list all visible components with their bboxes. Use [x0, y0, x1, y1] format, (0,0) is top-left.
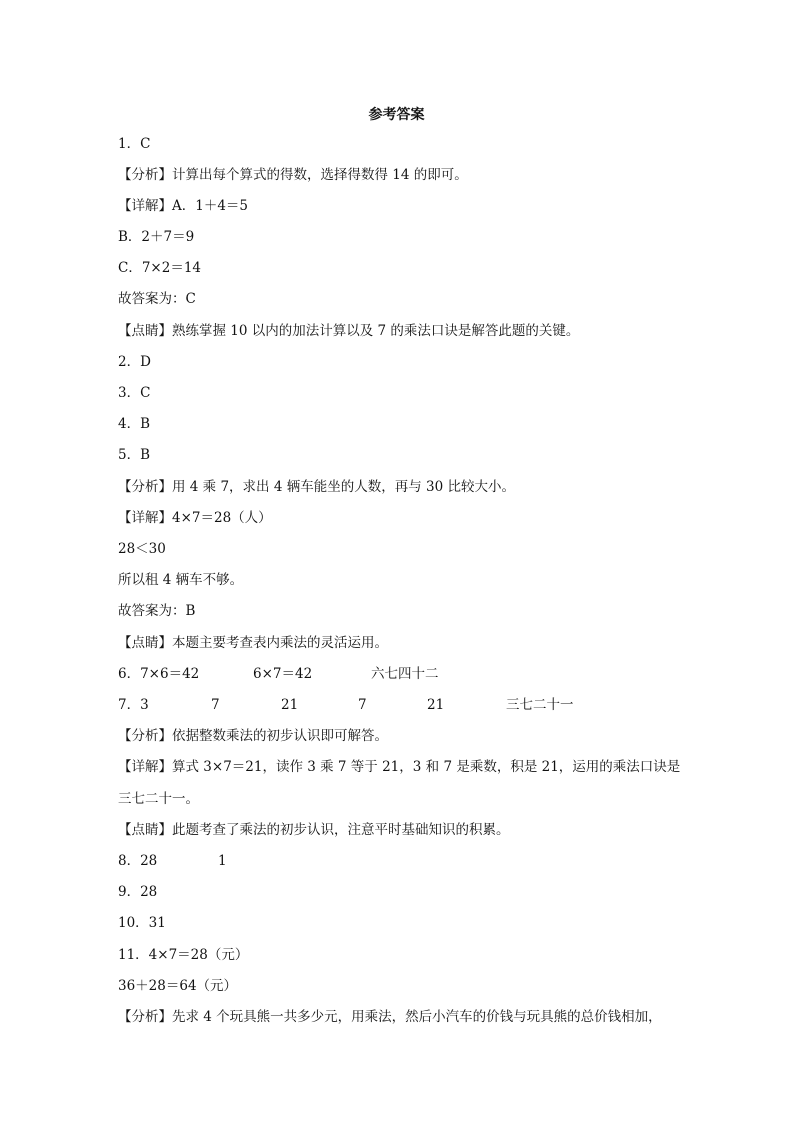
- detail-line: 【详解】4×7＝28（人）: [118, 510, 272, 526]
- answer-line: 3．C: [118, 385, 151, 401]
- answer-line: 11．4×7＝28（元）: [118, 947, 249, 963]
- answer-line: 1．C: [118, 136, 151, 152]
- answer-line: 2．D: [118, 354, 151, 370]
- detail-line: 【详解】A．1＋4＝5: [118, 198, 249, 214]
- answer-line: 36＋28＝64（元）: [118, 978, 238, 994]
- answer-line: 9．28: [118, 884, 158, 900]
- answer-cell: 21: [281, 697, 299, 713]
- answer-cell: 6．7×6＝42: [118, 666, 200, 682]
- comment-line: 【点睛】此题考查了乘法的初步认识，注意平时基础知识的积累。: [118, 822, 510, 838]
- answer-line: 所以租 4 辆车不够。: [118, 572, 244, 588]
- answer-cell: 7．3: [118, 697, 149, 713]
- answer-cell: 6×7＝42: [253, 666, 313, 682]
- answer-cell: 1: [218, 853, 227, 869]
- analysis-line: 【分析】先求 4 个玩具熊一共多少元，用乘法，然后小汽车的价钱与玩具熊的总价钱相加，: [118, 1009, 662, 1025]
- answer-line: 28＜30: [118, 541, 166, 557]
- analysis-line: 【分析】依据整数乘法的初步认识即可解答。: [118, 728, 388, 744]
- answer-line: 5．B: [118, 447, 151, 463]
- page-title: 参考答案: [368, 107, 425, 123]
- answer-cell: 7: [358, 697, 367, 713]
- answer-line: 4．B: [118, 416, 151, 432]
- analysis-line: 【分析】计算出每个算式的得数，选择得数得 14 的即可。: [118, 167, 468, 183]
- answer-line: 10．31: [118, 915, 166, 931]
- answer-line: C．7×2＝14: [118, 260, 201, 276]
- answer-cell: 7: [211, 697, 220, 713]
- detail-line-continued: 三七二十一。: [118, 791, 199, 807]
- answer-cell: 8．28: [118, 853, 158, 869]
- comment-line: 【点睛】本题主要考查表内乘法的灵活运用。: [118, 635, 388, 651]
- answer-line: B．2＋7＝9: [118, 229, 195, 245]
- answer-line: 故答案为：B: [118, 603, 196, 619]
- answer-cell: 六七四十二: [371, 666, 439, 682]
- analysis-line: 【分析】用 4 乘 7，求出 4 辆车能坐的人数，再与 30 比较大小。: [118, 479, 515, 495]
- detail-line: 【详解】算式 3×7＝21，读作 3 乘 7 等于 21，3 和 7 是乘数，积是 21，运用的乘法口诀是: [118, 759, 681, 775]
- answer-cell: 21: [427, 697, 445, 713]
- answer-line: 故答案为：C: [118, 291, 196, 307]
- comment-line: 【点睛】熟练掌握 10 以内的加法计算以及 7 的乘法口诀是解答此题的关键。: [118, 323, 580, 339]
- answer-cell: 三七二十一: [506, 697, 574, 713]
